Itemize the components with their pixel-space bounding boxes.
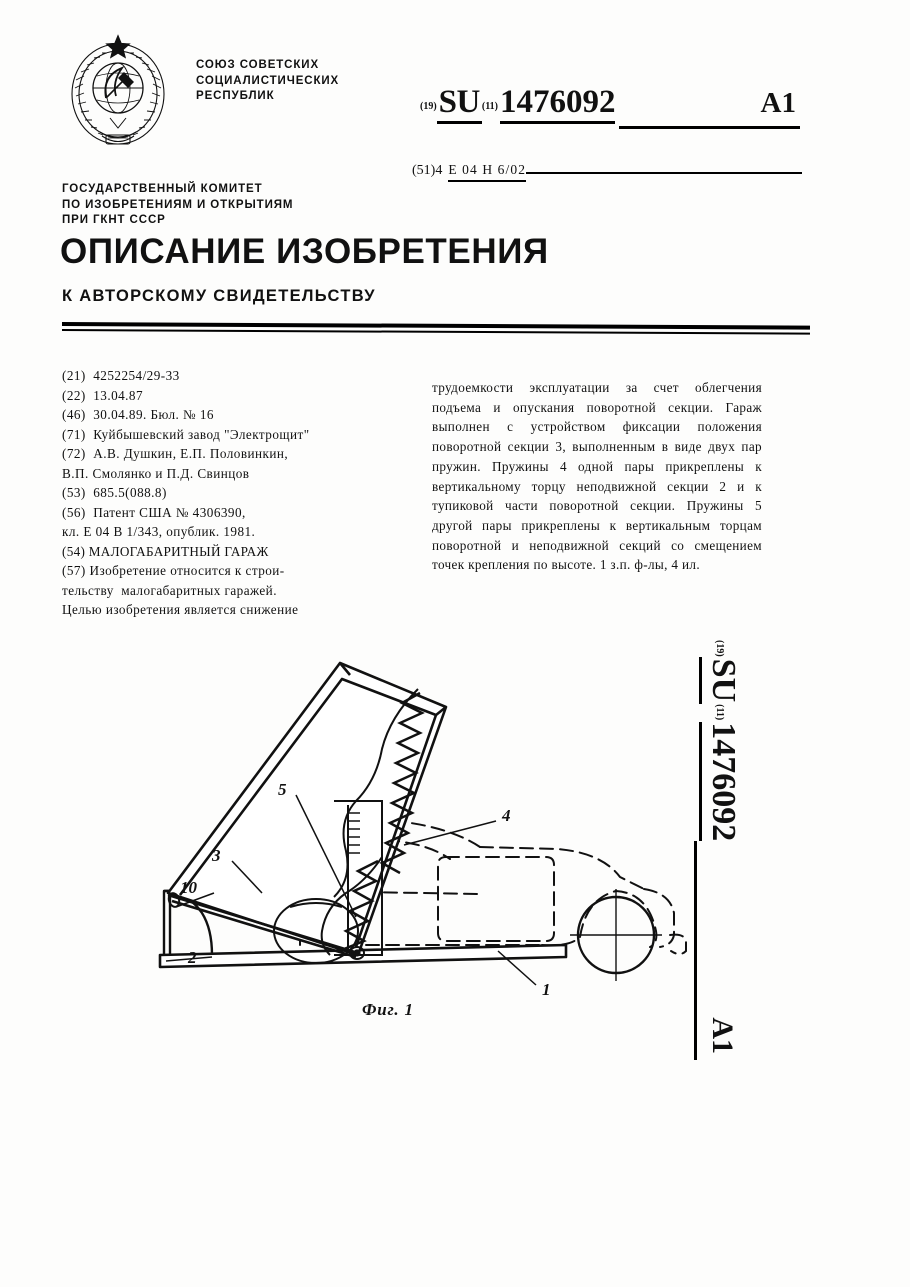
technical-drawing-figure-1 <box>150 645 710 1045</box>
state-committee <box>62 182 293 229</box>
committee-line-2: ПО ИЗОБРЕТЕНИЯМ И ОТКРЫТИЯМ <box>62 198 294 211</box>
biblio-line: Целью изобретения является снижение <box>62 602 299 617</box>
inid-19-code: (19) <box>420 101 437 112</box>
biblio-line: (57) Изобретение относится к строи- <box>62 563 285 578</box>
country-line-3: РЕСПУБЛИК <box>196 90 275 102</box>
biblio-line: В.П. Смолянко и П.Д. Свинцов <box>62 465 250 481</box>
country-code: SU <box>437 84 482 124</box>
ipc-rule <box>526 155 802 174</box>
callout-label-1: 1 <box>542 980 551 999</box>
biblio-line: (71) Куйбышевский завод "Электрощит" <box>62 426 310 442</box>
committee-line-3: ПРИ ГКНТ СССР <box>62 214 166 226</box>
biblio-line: (21) 4252254/29-33 <box>62 368 180 383</box>
side-inid-11-code: (11) <box>714 704 725 721</box>
divider-line-thick <box>62 322 810 330</box>
country-organization <box>196 58 339 105</box>
callout-label-2: 2 <box>188 948 197 967</box>
side-kind-code: A1 <box>694 841 741 1060</box>
biblio-line: (56) Патент США № 4306390, <box>62 504 246 520</box>
ussr-coat-of-arms-icon <box>62 32 174 150</box>
inid-11-code: (11) <box>481 101 498 112</box>
kind-code: A1 <box>619 85 800 129</box>
ipc-classification <box>412 155 802 182</box>
country-line-1: СОЮЗ СОВЕТСКИХ <box>196 59 320 71</box>
biblio-line: (46) 30.04.89. Бюл. № 16 <box>62 407 214 422</box>
callout-label-10: 10 <box>180 878 197 897</box>
page-title: ОПИСАНИЕ ИЗОБРЕТЕНИЯ <box>60 232 549 271</box>
inid-51-code: (51)4 <box>412 163 443 178</box>
invention-title: (54) МАЛОГАБАРИТНЫЙ ГАРАЖ <box>62 543 269 559</box>
biblio-line: (22) 13.04.87 <box>62 387 144 403</box>
side-country-code: SU <box>699 657 742 704</box>
header-divider <box>62 322 810 332</box>
page-subtitle: К АВТОРСКОМУ СВИДЕТЕЛЬСТВУ <box>62 287 376 305</box>
biblio-line: (72) А.В. Душкин, Е.П. Половинкин, <box>62 446 289 461</box>
callout-label-5: 5 <box>278 780 287 799</box>
callout-label-4: 4 <box>502 806 511 825</box>
country-line-2: СОЦИАЛИСТИЧЕСКИХ <box>196 74 340 87</box>
side-inid-19-code: (19) <box>714 640 725 657</box>
car-wheel <box>570 889 662 981</box>
abstract-text: трудоемкости эксплуатации за счет облегчения подъема и опускания поворотной секции. Гараж выполнен с устройством фиксации положения поворотной секции 3, выполненным в виде двух пар пружин. Пружины 4 одной пары прикреплены к вертикальному торцу неподвижной секции 2 и к тупиковой части поворотной секции. Пружины 5 другой пары прикреплены к вертикальным торцам поворотной и неподвижной секций со смещением точек крепления по высоте. 1 з.п. ф-лы, 4 ил. <box>432 380 762 573</box>
biblio-line: (53) 685.5(088.8) <box>62 485 167 500</box>
patent-number: 1476092 <box>500 84 616 124</box>
bibliographic-data <box>62 366 392 620</box>
biblio-line: тельству малогабаритных гаражей. <box>62 582 277 598</box>
ipc-code: E 04 H 6/02 <box>448 162 526 182</box>
side-patent-number: 1476092 <box>699 722 742 841</box>
committee-line-1: ГОСУДАРСТВЕННЫЙ КОМИТЕТ <box>62 183 263 195</box>
biblio-line: кл. Е 04 В 1/343, опублик. 1981. <box>62 524 256 539</box>
callout-label-3: 3 <box>212 846 221 865</box>
divider-line-thin <box>62 329 810 335</box>
patent-number-block <box>420 84 800 129</box>
figure-caption: Фиг. 1 <box>362 1000 414 1019</box>
